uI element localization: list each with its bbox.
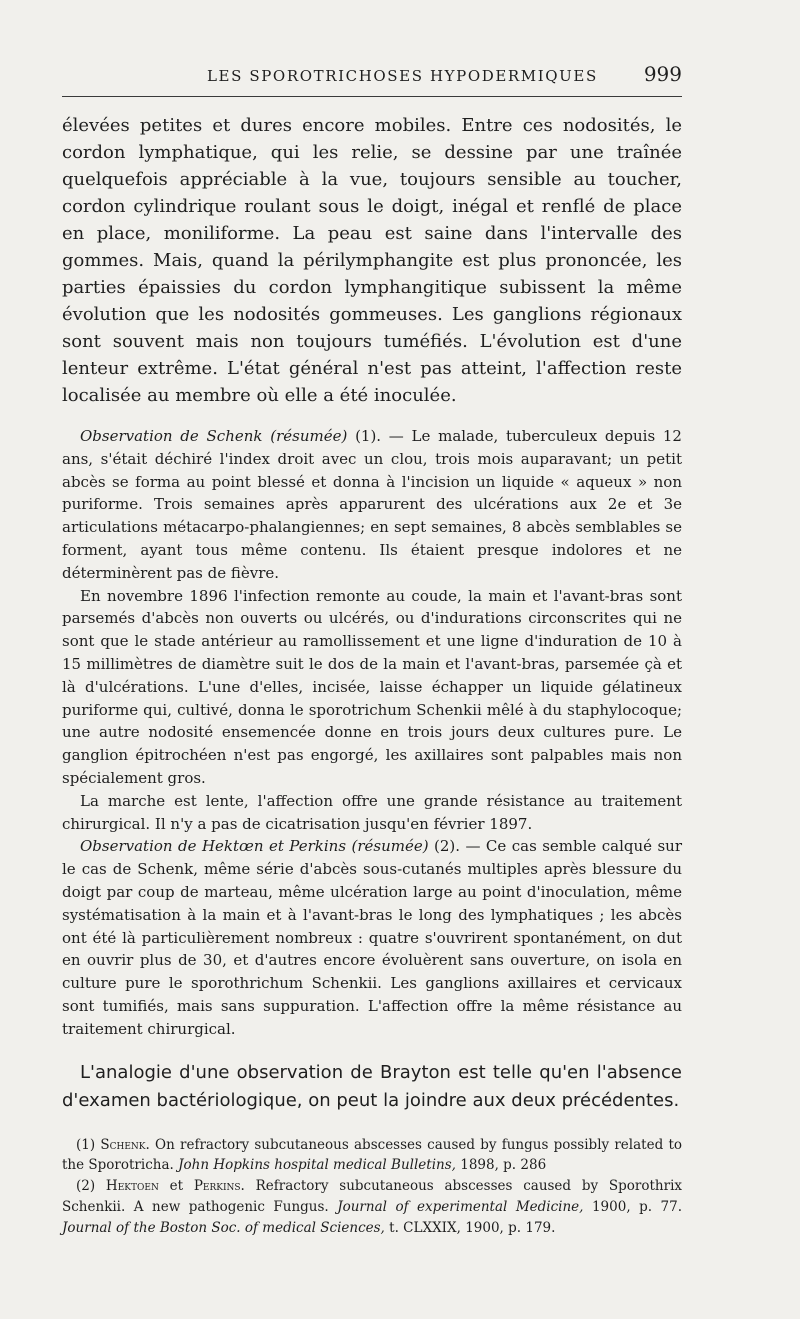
footnote-2-journal2: Journal of the Boston Soc. of medical Sciences, xyxy=(62,1219,385,1236)
page-number: 999 xyxy=(643,62,682,86)
footnote-2-mid2: 1900, p. 77. xyxy=(583,1198,682,1215)
schenk-paragraph-2: En novembre 1896 l'infection remonte au coude, la main et l'avant-bras sont parsemés d'abcès non ouverts ou ulcérés, ou d'indurations circonscrites qui ne sont que le stade antérieur au ramollissement et une ligne d'induration de 10 à 15 millimètres de diamètre suit le dos de la main et l'avant-bras, parsemée çà et là d'ulcérations. L'une d'elles, incisée, laisse échapper un liquide gélatineux puriforme qui, cultivé, donna le sporotrichum Schenkii mêlé à du staphylocoque; une autre nodosité ensemencée donne en trois jours deux cultures pure. Le ganglion épitrochéen n'est pas engorgé, les axillaires sont palpables mais non spécialement gros. xyxy=(62,586,682,787)
footnote-2-author: Hektoen xyxy=(105,1178,159,1195)
footnote-2-num: (2) xyxy=(76,1178,96,1195)
hektoen-label: Observation de Hektœn et Perkins xyxy=(80,837,347,856)
schenk-paragraph-3: La marche est lente, l'affection offre une grande résistance au traitement chirurgical. Il n'y a pas de cicatrisation jusqu'en février 1897. xyxy=(62,791,682,833)
footnote-1-journal: John Hopkins hospital medical Bulletins, xyxy=(178,1157,456,1174)
page-header xyxy=(62,62,682,86)
intro-paragraph: élevées petites et dures encore mobiles. Entre ces nodosités, le cordon lymphatique, qui les relie, se dessine par une traînée quelquefois appréciable à la vue, toujours sensible au toucher, cordon cylindrique roulant sous le doigt, inégal et renflé de place en place, moniliforme. La peau est saine dans l'intervalle des gommes. Mais, quand la périlymphangite est plus prononcée, les parties épaissies du cordon lymphangitique subissent la même évolution que les nodosités gommeuses. Les ganglions régionaux sont souvent mais non toujours tuméfiés. L'évolution est d'une lenteur extrême. L'état général n'est pas atteint, l'affection reste localisée au membre où elle a été inoculée. xyxy=(62,115,682,406)
conclusion-paragraph: L'analogie d'une observation de Brayton est telle qu'en l'absence d'examen bactériologique, on peut la joindre aux deux précédentes. xyxy=(62,1061,682,1111)
footnote-1-num: (1) xyxy=(76,1136,96,1153)
hektoen-note: (résumée) xyxy=(351,837,429,856)
running-title: LES SPOROTRICHOSES HYPODERMIQUES xyxy=(207,67,598,85)
footnotes xyxy=(62,1135,682,1239)
schenk-ref: (1). xyxy=(355,427,382,445)
footnote-2 xyxy=(62,1176,682,1238)
schenk-text: — Le malade, tuberculeux depuis 12 ans, s'était déchiré l'index droit avec un clou, trois mois auparavant; un petit abcès se forma au point blessé et donna à l'incision un liquide « aqueux » non puriforme. Trois semaines après apparurent des ulcérations aux 2e et 3e articulations métacarpo-phalangiennes; en sept semaines, 8 abcès semblables se forment, ayant tous même contenu. Ils étaient presque indolores et ne déterminèrent pas de fièvre. xyxy=(62,427,682,582)
footnote-2-journal: Journal of experimental Medicine, xyxy=(337,1198,584,1215)
footnote-1 xyxy=(62,1135,682,1177)
footnote-2-mid: et xyxy=(158,1178,194,1195)
page-body xyxy=(62,112,682,1239)
footnote-1-post: 1898, p. 286 xyxy=(455,1157,547,1174)
hektoen-ref: (2). xyxy=(434,837,461,856)
footnote-2-pre: Refractory subcutaneous abscesses caused by Sporothrix Schenkii. A new pathogenic Fungus. xyxy=(62,1178,683,1215)
footnote-2-post: t. CLXXIX, 1900, p. 179. xyxy=(384,1219,556,1236)
schenk-note: (résumée) xyxy=(270,427,348,445)
footnote-1-pre: On refractory subcutaneous abscesses caused by fungus possibly related to the Sporotricha. xyxy=(62,1136,682,1174)
footnote-1-author: Schenk. xyxy=(100,1136,150,1153)
schenk-label: Observation de Schenk xyxy=(80,427,263,445)
footnote-2-author2: Perkins. xyxy=(193,1178,245,1195)
hektoen-observation xyxy=(62,835,682,1040)
header-rule xyxy=(62,96,682,97)
schenk-observation xyxy=(62,425,682,585)
hektoen-text: — Ce cas semble calqué sur le cas de Schenk, même série d'abcès sous-cutanés multiples après blessure du doigt par coup de marteau, même ulcération large au point d'inoculation, même systématisation à la main et à l'avant-bras le long des lymphatiques ; les abcès ont été là particulièrement nombreux : quatre s'ouvrirent spontanément, on dut en ouvrir plus de 30, et d'autres encore évoluèrent sans ouverture, on isola en culture pure le sporothrichum Schenkii. Les ganglions axillaires et cervicaux sont tumifiés, mais sans suppuration. L'affection offre la même résistance au traitement chirurgical. xyxy=(62,837,682,1038)
